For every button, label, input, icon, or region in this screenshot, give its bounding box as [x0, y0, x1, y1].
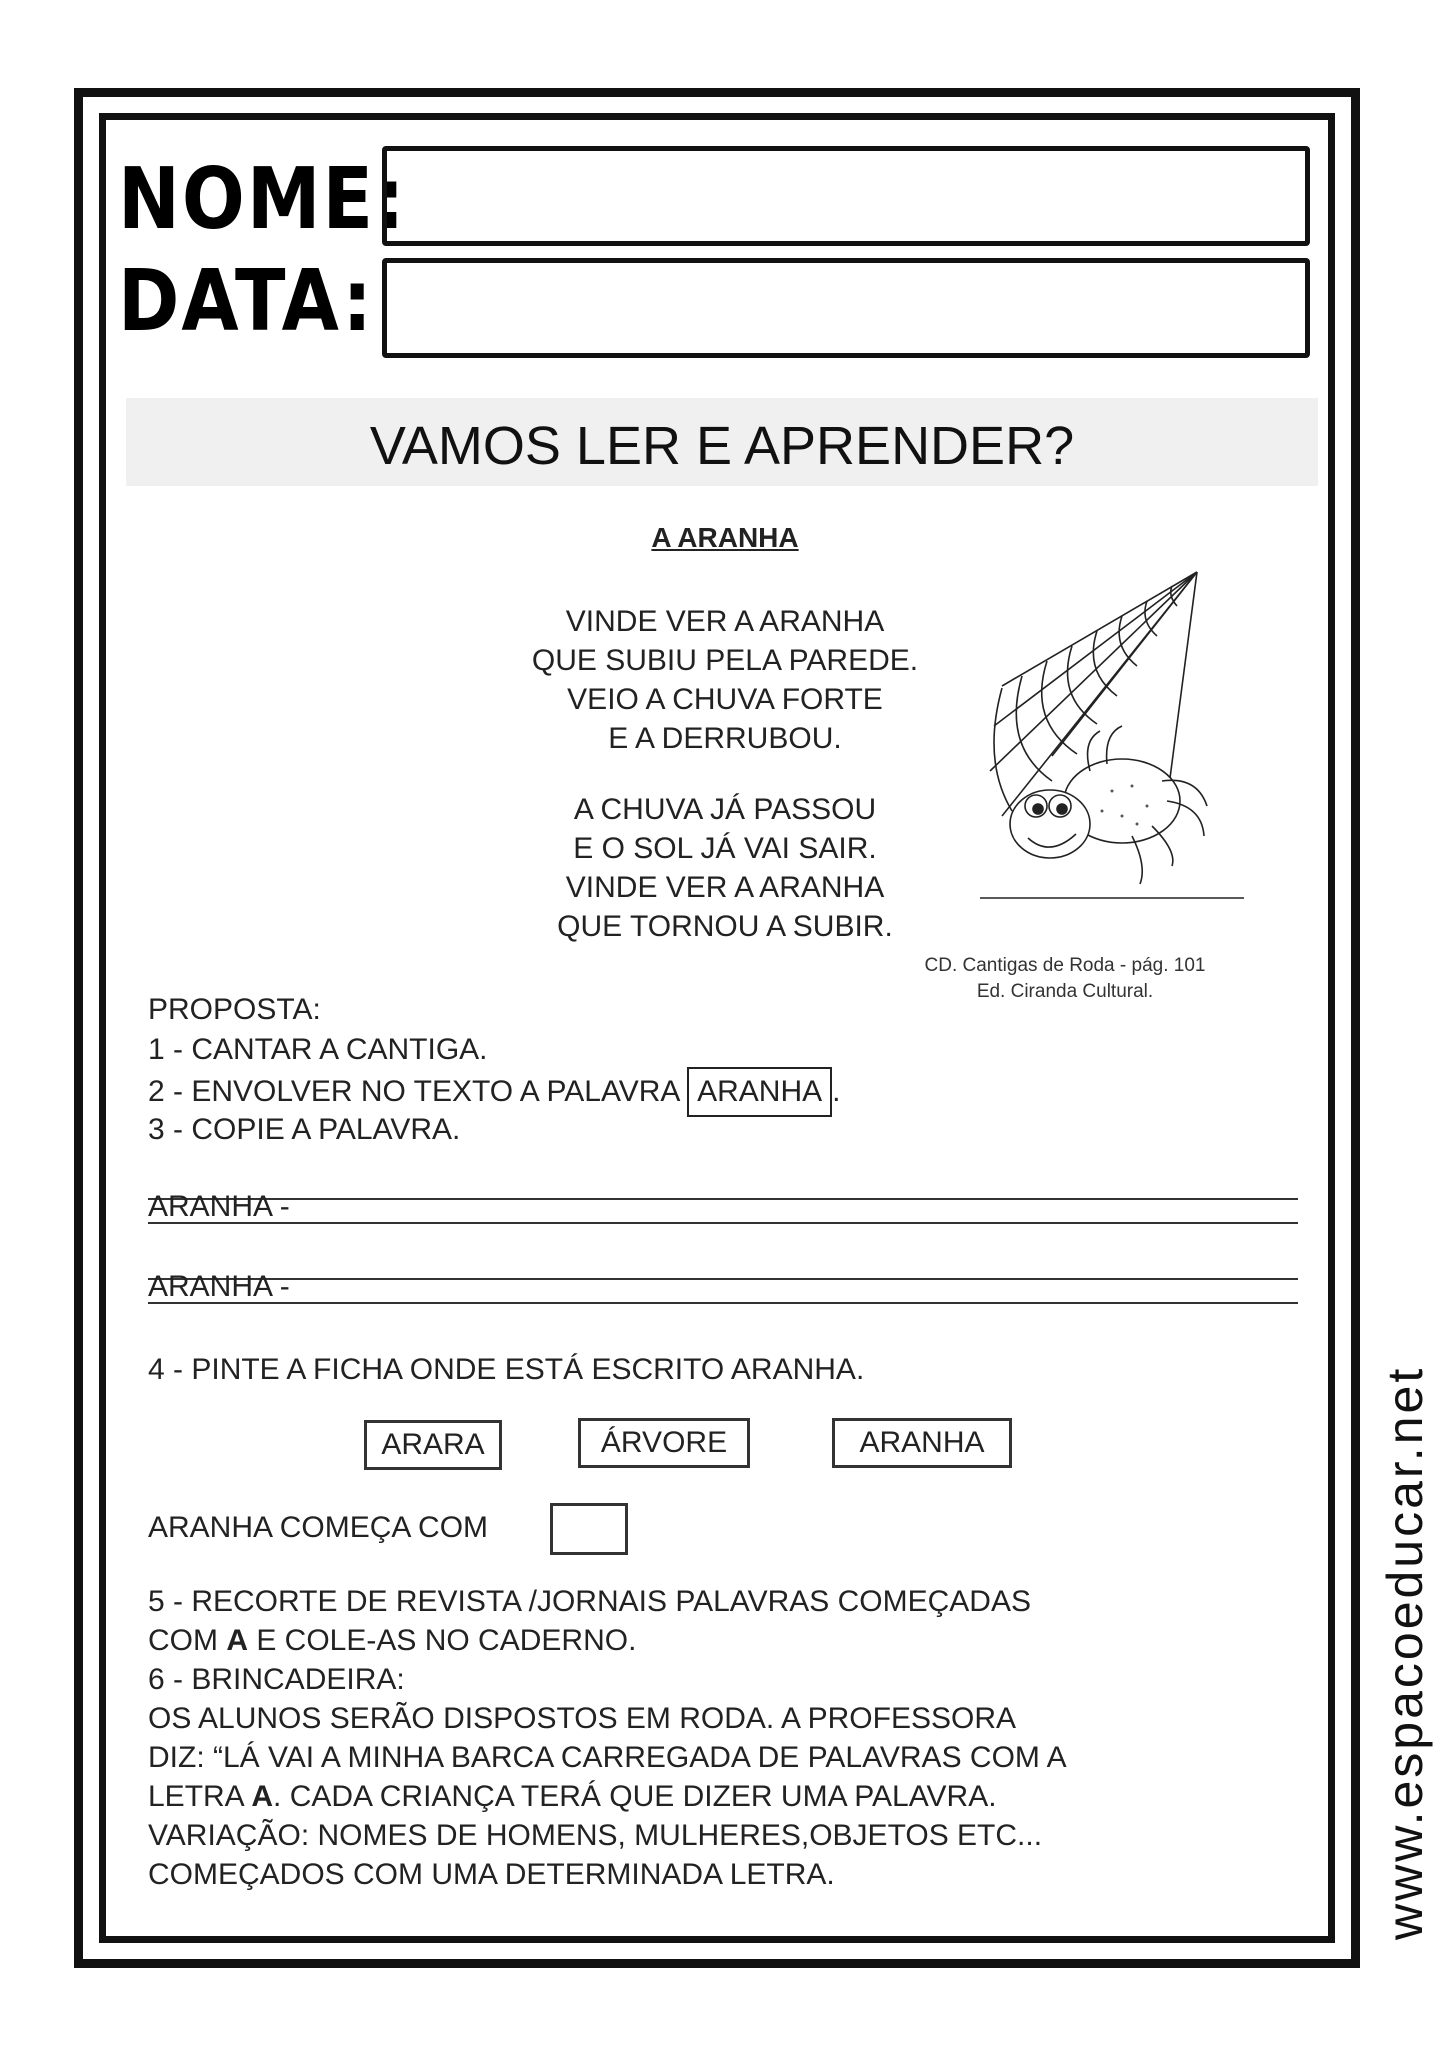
- poem-line: VINDE VER A ARANHA: [565, 871, 885, 904]
- task-6-heading: 6 - BRINCADEIRA:: [148, 1663, 405, 1696]
- spider-illustration: [972, 566, 1252, 906]
- nome-field[interactable]: [382, 146, 1310, 246]
- copy-line-label: ARANHA -: [148, 1190, 290, 1223]
- poem-title: A ARANHA: [651, 522, 799, 553]
- line-rule: [148, 1222, 1298, 1224]
- task-2: [148, 1067, 840, 1117]
- task-6-line-4: VARIAÇÃO: NOMES DE HOMENS, MULHERES,OBJETOS ETC...: [148, 1819, 1043, 1852]
- page-title: VAMOS LER E APRENDER?: [126, 398, 1318, 486]
- task-1: 1 - CANTAR A CANTIGA.: [148, 1033, 488, 1066]
- answer-box[interactable]: [550, 1503, 628, 1555]
- website-watermark: www.espacoeducar.net: [1377, 1365, 1433, 1940]
- word-card-aranha[interactable]: ARANHA: [832, 1418, 1012, 1468]
- copy-line-label: ARANHA -: [148, 1270, 290, 1303]
- credit-source: CD. Cantigas de Roda - pág. 101: [924, 955, 1206, 976]
- poem-line: A CHUVA JÁ PASSOU: [573, 793, 877, 826]
- poem-stanza-2: [440, 790, 1010, 946]
- nome-label: NOME:: [118, 150, 407, 249]
- poem-line: VEIO A CHUVA FORTE: [567, 683, 883, 716]
- credit-publisher: Ed. Ciranda Cultural.: [976, 981, 1154, 1002]
- poem-line: QUE TORNOU A SUBIR.: [557, 910, 893, 943]
- task-5-line-1: 5 - RECORTE DE REVISTA /JORNAIS PALAVRAS COMEÇADAS: [148, 1585, 1031, 1618]
- task-5-line-2: [148, 1624, 636, 1658]
- task-4: 4 - PINTE A FICHA ONDE ESTÁ ESCRITO ARANHA.: [148, 1353, 865, 1386]
- data-label: DATA:: [118, 252, 374, 351]
- task-6-line-1: OS ALUNOS SERÃO DISPOSTOS EM RODA. A PROFESSORA: [148, 1702, 1017, 1735]
- poem-stanza-1: [440, 602, 1010, 758]
- line-rule: [148, 1198, 1298, 1200]
- task-5-text-end: E COLE-AS NO CADERNO.: [248, 1624, 637, 1657]
- poem-line: E O SOL JÁ VAI SAIR.: [573, 832, 877, 865]
- task-2-boxed-word: ARANHA: [687, 1067, 832, 1117]
- proposta-heading: PROPOSTA:: [148, 993, 321, 1026]
- task-5-text: COM: [148, 1624, 227, 1657]
- poem-line: QUE SUBIU PELA PAREDE.: [531, 644, 919, 677]
- line-rule: [148, 1278, 1298, 1280]
- task-5-bold-letter: A: [226, 1624, 248, 1657]
- task-2-suffix: .: [832, 1075, 841, 1108]
- poem-line: E A DERRUBOU.: [608, 722, 842, 755]
- task-6-text: LETRA: [148, 1780, 252, 1813]
- poem-line: VINDE VER A ARANHA: [565, 605, 885, 638]
- task-6-text-end: . CADA CRIANÇA TERÁ QUE DIZER UMA PALAVRA.: [273, 1780, 997, 1813]
- word-card-arvore[interactable]: ÁRVORE: [578, 1418, 750, 1468]
- task-3: 3 - COPIE A PALAVRA.: [148, 1113, 461, 1146]
- data-field[interactable]: [382, 258, 1310, 358]
- task-2-text: 2 - ENVOLVER NO TEXTO A PALAVRA: [148, 1075, 688, 1108]
- task-6-line-5: COMEÇADOS COM UMA DETERMINADA LETRA.: [148, 1858, 835, 1891]
- starts-with-prompt: ARANHA COMEÇA COM: [148, 1511, 489, 1544]
- task-6-line-3: [148, 1780, 997, 1814]
- word-card-arara[interactable]: ARARA: [364, 1420, 502, 1470]
- task-6-bold-letter: A: [251, 1780, 274, 1813]
- task-6-line-2: DIZ: “LÁ VAI A MINHA BARCA CARREGADA DE PALAVRAS COM A: [148, 1741, 1067, 1774]
- line-rule: [148, 1302, 1298, 1304]
